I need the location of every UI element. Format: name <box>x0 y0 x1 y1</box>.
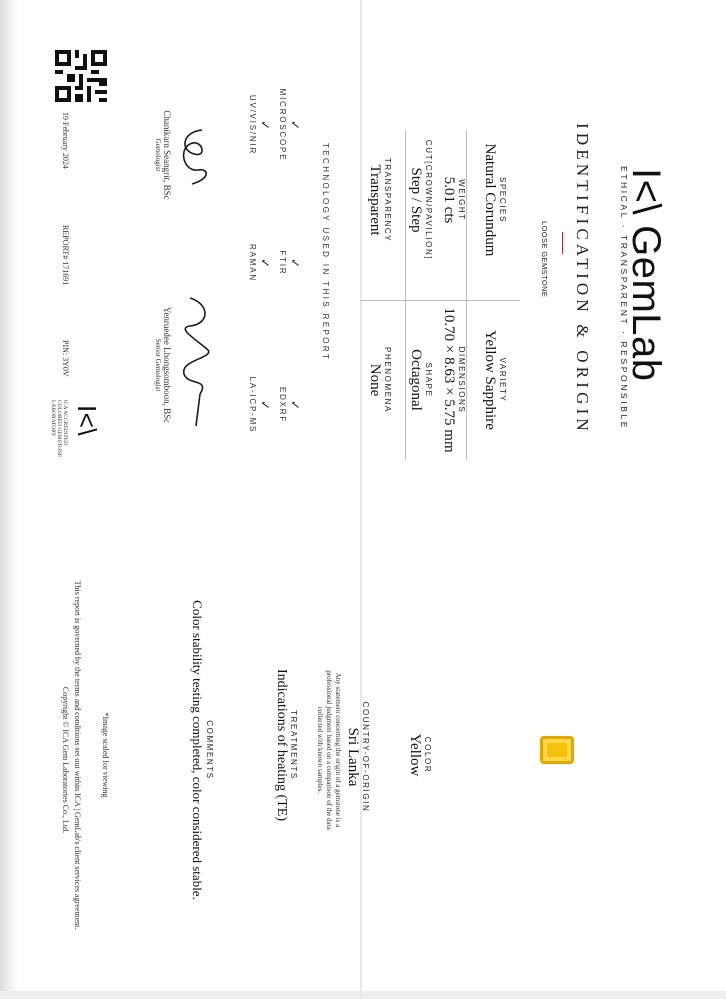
shape-field <box>407 305 433 455</box>
weight-value: 5.01 cts <box>441 176 457 224</box>
variety-label: VARIETY <box>498 357 507 403</box>
phenomena-label: PHENOMENA <box>383 347 392 413</box>
dimensions-label: DIMENSIONS <box>457 346 466 414</box>
cut-label: CUT[CROWN/PAVILION] <box>424 139 433 261</box>
signatory-role: Senior Gemologist <box>154 338 162 392</box>
signatory-role: Gemologist <box>154 138 162 172</box>
check-icon: ✓ <box>258 119 272 131</box>
brand-name: GemLab <box>624 225 668 382</box>
technology-heading: TECHNOLOGY USED IN THIS REPORT <box>321 143 330 362</box>
phenomena-value: None <box>367 363 383 397</box>
signatory-name: Chanikarn Seangrit, BSc <box>162 110 172 200</box>
scan-edge-bottom <box>0 991 726 999</box>
check-icon: ✓ <box>258 399 272 411</box>
report-date: 19 February 2024 <box>61 112 70 169</box>
species-field <box>481 125 507 275</box>
report-subtitle: LOOSE GEMSTONE <box>540 221 549 298</box>
color-value: Yellow <box>407 733 423 777</box>
transparency-field <box>366 125 392 275</box>
stamp-logo-mark: I<\ <box>72 405 102 437</box>
signatory-1 <box>154 95 172 215</box>
comments-field <box>189 600 214 900</box>
origin-field <box>344 692 370 822</box>
signatory-2 <box>154 295 172 435</box>
tech-microscope <box>278 70 302 180</box>
treatments-field <box>273 660 298 830</box>
treatments-label: TREATMENTS <box>289 710 298 780</box>
cut-value: Step / Step <box>408 167 424 233</box>
treatments-value: Indications of heating (TE) <box>274 668 289 821</box>
image-note: *Image scaled for viewing <box>101 712 110 798</box>
brand-logo <box>623 168 668 382</box>
grid-divider-1 <box>466 130 467 460</box>
phenomena-field <box>366 305 392 455</box>
tech-label: LA-ICP-MS <box>248 376 257 434</box>
transparency-value: Transparent <box>367 164 383 236</box>
species-value: Natural Corundum <box>482 143 498 257</box>
weight-field <box>440 125 466 275</box>
origin-note: Any statement concerning the origin of a gemstone is a professional judgment based on a comparison of the data collected with known samples. <box>316 670 342 830</box>
species-label: SPECIES <box>498 177 507 223</box>
copyright-text: Copyright © ICA Gem Laboratories Co., Ltd. <box>61 686 70 834</box>
dimensions-value: 10.70 × 8.63 × 5.75 mm <box>441 307 457 453</box>
stamp-text: ICA ACCREDITED COLORED GEMSTONE LABORATORY <box>50 400 68 458</box>
check-icon: ✓ <box>288 119 302 131</box>
report-pin: PIN: 3Y0V <box>61 340 70 377</box>
gem-image <box>540 736 574 764</box>
origin-value: Sri Lanka <box>345 727 361 787</box>
check-icon: ✓ <box>288 257 302 269</box>
title-underline <box>562 232 563 254</box>
transparency-label: TRANSPARENCY <box>383 157 392 243</box>
qr-code <box>55 50 107 102</box>
grid-divider-2 <box>405 130 406 460</box>
tech-raman <box>248 208 272 318</box>
terms-text: This report is governed by the terms and conditions set out within ICA | GemLab's client services agreement. <box>73 580 82 930</box>
tech-label: RAMAN <box>248 244 257 282</box>
tech-la-icp-ms <box>248 350 272 460</box>
tech-ftir <box>278 208 302 318</box>
shape-label: SHAPE <box>424 362 433 398</box>
tech-edxrf <box>278 350 302 460</box>
scan-edge-left <box>0 0 18 999</box>
origin-label: COUNTRY-OF-ORIGIN <box>361 701 370 813</box>
variety-field <box>481 305 507 455</box>
comments-value: Color stability testing completed, color considered stable. <box>190 600 205 900</box>
cut-field <box>407 125 433 275</box>
logo-mark: I<\ <box>624 168 668 216</box>
color-label: COLOR <box>423 736 432 774</box>
color-field <box>406 700 432 810</box>
grid-divider-mid <box>360 300 520 301</box>
fold-line <box>360 0 362 999</box>
comments-label: COMMENTS <box>205 720 214 780</box>
variety-value: Yellow Sapphire <box>482 330 498 430</box>
weight-label: WEIGHT <box>457 179 466 221</box>
ica-stamp <box>74 405 100 436</box>
signature-1 <box>172 120 217 190</box>
tech-uv-vis-nir <box>248 70 272 180</box>
tagline: ETHICAL · TRANSPARENT · RESPONSIBLE <box>619 166 629 431</box>
check-icon: ✓ <box>258 257 272 269</box>
report-number: REPORT# 171691 <box>61 225 70 286</box>
signature-2 <box>170 290 220 430</box>
tech-label: FTIR <box>278 250 287 276</box>
shape-value: Octagonal <box>408 349 424 411</box>
dimensions-field <box>440 305 466 455</box>
check-icon: ✓ <box>288 399 302 411</box>
tech-label: UV/VIS/NIR <box>248 94 257 156</box>
signatory-name: Yenruedee Lhongsomboon, BSc <box>162 306 172 424</box>
report-title: IDENTIFICATION & ORIGIN <box>573 123 592 435</box>
tech-label: MICROSCOPE <box>278 88 287 162</box>
tech-label: EDXRF <box>278 386 287 424</box>
